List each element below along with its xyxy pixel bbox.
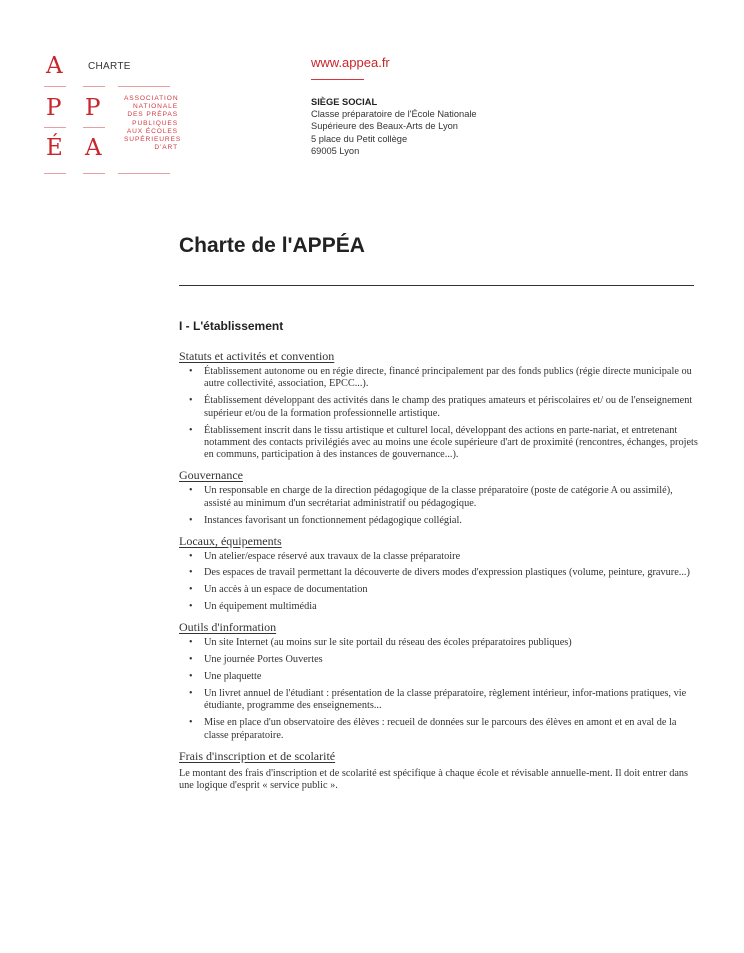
bullet-list: [179, 485, 699, 527]
list-item-text: Des espaces de travail permettant la découverte de divers modes d'expression plastiques (volume, peinture, gravure...): [204, 567, 690, 579]
list-item: [179, 601, 699, 613]
charter-body: [179, 347, 699, 796]
bullet-list: [179, 366, 699, 462]
bullet-icon: •: [189, 485, 193, 497]
page-title: Charte de l'APPÉA: [179, 234, 365, 257]
list-item: [179, 551, 699, 563]
assoc-line: ASSOCIATION: [124, 95, 179, 102]
list-item-text: Établissement autonome ou en régie directe, financé principalement par des fonds publics (régie directe municipale ou autre collectivité, association, EPCC...).: [204, 366, 692, 390]
list-item: [179, 688, 699, 713]
bullet-icon: •: [189, 687, 193, 699]
title-divider: [179, 285, 694, 286]
logo-letter: P: [46, 95, 62, 121]
fees-paragraph: Le montant des frais d'inscription et de scolarité est spécifique à chaque école et révisable annuelle-ment. Il doit entrer dans une logique d'esprit « service public ».: [179, 767, 689, 791]
list-item-text: Instances favorisant un fonctionnement pédagogique collégial.: [204, 514, 462, 526]
assoc-line: AUX ÉCOLES: [126, 127, 178, 135]
address-line: Classe préparatoire de l'École Nationale: [311, 109, 477, 120]
logo-divider: [44, 173, 170, 174]
appea-logo: [44, 46, 182, 174]
subsection-heading: Outils d'information: [179, 620, 277, 635]
logo-row-1: [44, 46, 170, 86]
address-title: SIÈGE SOCIAL: [311, 97, 378, 107]
logo-charte-label: CHARTE: [88, 60, 131, 72]
subsection-heading: Statuts et activités et convention: [179, 349, 335, 363]
bullet-icon: •: [189, 671, 193, 682]
list-item-text: Un atelier/espace réservé aux travaux de la classe préparatoire: [204, 550, 461, 562]
bullet-icon: •: [189, 395, 193, 407]
list-item: [179, 366, 699, 391]
bullet-icon: •: [189, 550, 193, 562]
list-item-text: Une plaquette: [204, 671, 262, 682]
bullet-icon: •: [189, 424, 193, 436]
logo-letter: A: [46, 52, 63, 79]
bullet-icon: •: [189, 654, 193, 666]
head-office-address: [311, 96, 477, 157]
bullet-icon: •: [189, 366, 193, 377]
list-item-text: Un site Internet (au moins sur le site portail du réseau des écoles préparatoires publiques): [204, 637, 572, 649]
bullet-icon: •: [189, 584, 193, 596]
logo-divider: [44, 127, 122, 128]
list-item: [179, 717, 699, 742]
subsection-statuts: [179, 347, 699, 462]
subsection-locaux: [179, 532, 699, 614]
logo-association-name: [124, 95, 182, 167]
list-item: [179, 485, 699, 510]
subsection-heading: Frais d'inscription et de scolarité: [179, 748, 336, 763]
list-item: [179, 671, 699, 683]
list-item-text: Un équipement multimédia: [204, 601, 317, 613]
bullet-icon: •: [189, 601, 193, 613]
bullet-list: [179, 637, 699, 742]
list-item: [179, 584, 699, 596]
bullet-icon: •: [189, 567, 193, 579]
assoc-line: D'ART: [154, 144, 178, 152]
bullet-list: [179, 551, 699, 614]
address-line: 69005 Lyon: [311, 145, 360, 156]
logo-letter: É: [46, 135, 63, 161]
list-item-text: Établissement développant des activités dans le champ des pratiques amateurs et périscolaires et/ ou de l'enseignement supérieur et/ou de la formation professionnelle artistique.: [204, 395, 693, 419]
logo-letter: A: [85, 135, 102, 161]
assoc-line: PUBLIQUES: [132, 119, 178, 127]
logo-divider: [44, 86, 170, 87]
list-item-text: Un responsable en charge de la direction pédagogique de la classe préparatoire (poste de catégorie A ou assimilé), assisté au minimum d'un secrétariat administratif ou pédagogique.: [204, 485, 673, 509]
subsection-outils-information: [179, 618, 699, 742]
list-item: [179, 637, 699, 649]
assoc-line: SUPÉRIEURES: [124, 136, 182, 144]
list-item: [179, 567, 699, 579]
address-line: 5 place du Petit collège: [311, 133, 408, 144]
address-line: Supérieure des Beaux-Arts de Lyon: [311, 121, 458, 132]
list-item: [179, 654, 699, 666]
bullet-icon: •: [189, 514, 193, 526]
assoc-line: NATIONALE: [133, 103, 178, 111]
website-link[interactable]: www.appea.fr: [311, 55, 390, 70]
list-item: [179, 425, 699, 462]
list-item-text: Une journée Portes Ouvertes: [204, 654, 323, 666]
subsection-frais: [179, 747, 699, 793]
section-heading: I - L'établissement: [179, 319, 284, 333]
list-item-text: Établissement inscrit dans le tissu artistique et culturel local, développant des actions en parte-nariat, et entretenant notamment des contacts privilégiés avec au moins une école supérieure d'art de proximité (rencontres, échanges, projets en communs, participation à des instances de gouvernance...).: [204, 424, 698, 461]
assoc-line: DES PRÉPAS: [127, 111, 178, 119]
subsection-heading: Locaux, équipements: [179, 533, 282, 548]
list-item-text: Un livret annuel de l'étudiant : présentation de la classe préparatoire, règlement intérieur, infor-mations pratiques, vie étudiante, programme des enseignements...: [204, 687, 687, 712]
list-item: [179, 395, 699, 420]
bullet-icon: •: [189, 717, 193, 729]
url-underline: [311, 79, 364, 80]
subsection-heading: Gouvernance: [179, 468, 243, 483]
logo-letter: P: [85, 95, 101, 121]
bullet-icon: •: [189, 637, 193, 649]
list-item-text: Mise en place d'un observatoire des élèves : recueil de données sur le parcours des élèves en amont et en aval de la classe préparatoire.: [204, 717, 677, 741]
logo-block: [44, 90, 182, 167]
list-item-text: Un accès à un espace de documentation: [204, 584, 368, 596]
subsection-gouvernance: [179, 466, 699, 527]
list-item: [179, 515, 699, 527]
